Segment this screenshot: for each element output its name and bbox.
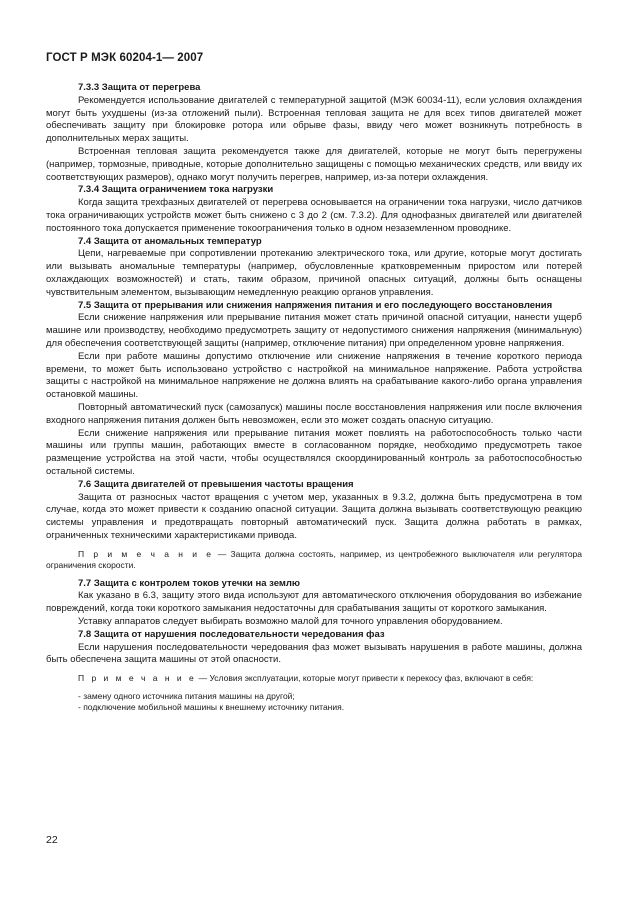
section-heading: 7.7 Защита с контролем токов утечки на землю: [78, 577, 301, 589]
section-heading: 7.6 Защита двигателей от превышения частоты вращения: [78, 478, 354, 490]
paragraph: Как указано в 6.3, защиту этого вида используют для автоматического отключения оборудования во избежание повреждений, когда токи короткого замыкания недостаточны для срабатывания защиты от короткого замыкания.: [46, 590, 582, 615]
paragraph: Если снижение напряжения или прерывание питания может повлиять на работоспособность только части машины или группы машин, работающих вместе в согласованном порядке, необходимо предусмотреть такое размещение устройства на этой части, чтобы осуществлялся скоординированный контроль за работоспособностью остальной системы.: [46, 427, 582, 477]
section-heading: 7.5 Защита от прерывания или снижения напряжения питания и его последующего восстановления: [78, 299, 553, 311]
note-label: П р и м е ч а н и е: [78, 673, 197, 684]
document-body: [46, 82, 582, 714]
paragraph: Цепи, нагреваемые при сопротивлении протеканию электрического тока, или другие, которые могут достигать или вызывать аномальные температуры (например, обусловленные кратковременным приростом или потерей охлаждающих возможностей) и стать, таким образом, причиной опасных ситуаций, должны быть оснащены чувствительным элементом, вызывающим немедленную реакцию органов управления.: [46, 248, 582, 298]
note: [46, 673, 582, 685]
paragraph: Уставку аппаратов следует выбирать возможно малой для точного управления оборудованием.: [78, 616, 503, 628]
note: [46, 549, 582, 572]
paragraph: Встроенная тепловая защита рекомендуется также для двигателей, которые не могут быть перегружены (например, тормозные, приводные, которые дополнительно защищены с помощью механических средств, или ввиду их соответствующих размеров), однако могут получить перегрев, например, из-за потери охлаждения.: [46, 145, 582, 183]
list-item: - подключение мобильной машины к внешнему источнику питания.: [78, 702, 345, 713]
section-heading: 7.4 Защита от аномальных температур: [78, 235, 262, 247]
paragraph: Когда защита трехфазных двигателей от перегрева основывается на ограничении тока нагрузки, число датчиков тока ограничивающих устройств может быть снижено с 3 до 2 (см. 7.3.2). Для однофазных двигателей или двигателей постоянного тока допускается применение токоограничения только в одном незаземленном проводнике.: [46, 197, 582, 234]
paragraph: Если нарушения последовательности чередования фаз может вызывать нарушения в работе машины, должна быть обеспечена защита машины от этой опасности.: [46, 641, 582, 666]
paragraph: Защита от разносных частот вращения с учетом мер, указанных в 9.3.2, должна быть предусмотрена в том случае, когда это может привести к созданию опасной ситуации. Защита должна вызывать соответствующую реакцию системы управления и предотвращать повторный автоматический пуск. Защита должна работать в рамках, ограниченных техническими характеристиками привода.: [46, 491, 582, 541]
paragraph: Если снижение напряжения или прерывание питания может стать причиной опасной ситуации, нанести ущерб машине или производству, необходимо предусмотреть защиту от недопустимого снижения напряжения (минимальную) для обеспечения соответствующей защиты (например, отключение питания) при определенном уровне напряжения.: [46, 312, 582, 349]
list-item: - замену одного источника питания машины на другой;: [78, 690, 295, 701]
page-number: 22: [46, 834, 58, 846]
paragraph: Повторный автоматический пуск (самозапуск) машины после восстановления напряжения или после включения входного напряжения питания должен быть невозможен, если это может создать опасную ситуацию.: [46, 401, 582, 426]
paragraph: Если при работе машины допустимо отключение или снижение напряжения в течение короткого периода времени, то может быть использовано устройство с настройкой на минимальное напряжение. Работа устройства защиты с настройкой на минимальное напряжение не должна влиять на срабатывание какого-либо органа управления остановкой машины.: [46, 350, 582, 401]
note-text: — Защита должна состоять, например, из центробежного выключателя или регулятора ограничения скорости.: [46, 548, 582, 571]
section-heading: 7.8 Защита от нарушения последовательности чередования фаз: [78, 628, 385, 640]
document-header: ГОСТ Р МЭК 60204-1— 2007: [46, 52, 204, 64]
paragraph: Рекомендуется использование двигателей с температурной защитой (МЭК 60034-11), если условия охлаждения могут быть ухудшены (из-за отложений пыли). Встроенная тепловая защита не для всех типов двигателей может обеспечивать защиту при блокировке ротора или обрыве фазы, ввиду чего может возникнуть потребность в дополнительных мерах защиты.: [46, 94, 582, 145]
section-heading: 7.3.4 Защита ограничением тока нагрузки: [78, 184, 274, 196]
note-text: — Условия эксплуатации, которые могут привести к перекосу фаз, включают в себя:: [196, 673, 534, 684]
note-label: П р и м е ч а н и е: [78, 548, 214, 559]
section-heading: 7.3.3 Защита от перегрева: [78, 82, 201, 93]
